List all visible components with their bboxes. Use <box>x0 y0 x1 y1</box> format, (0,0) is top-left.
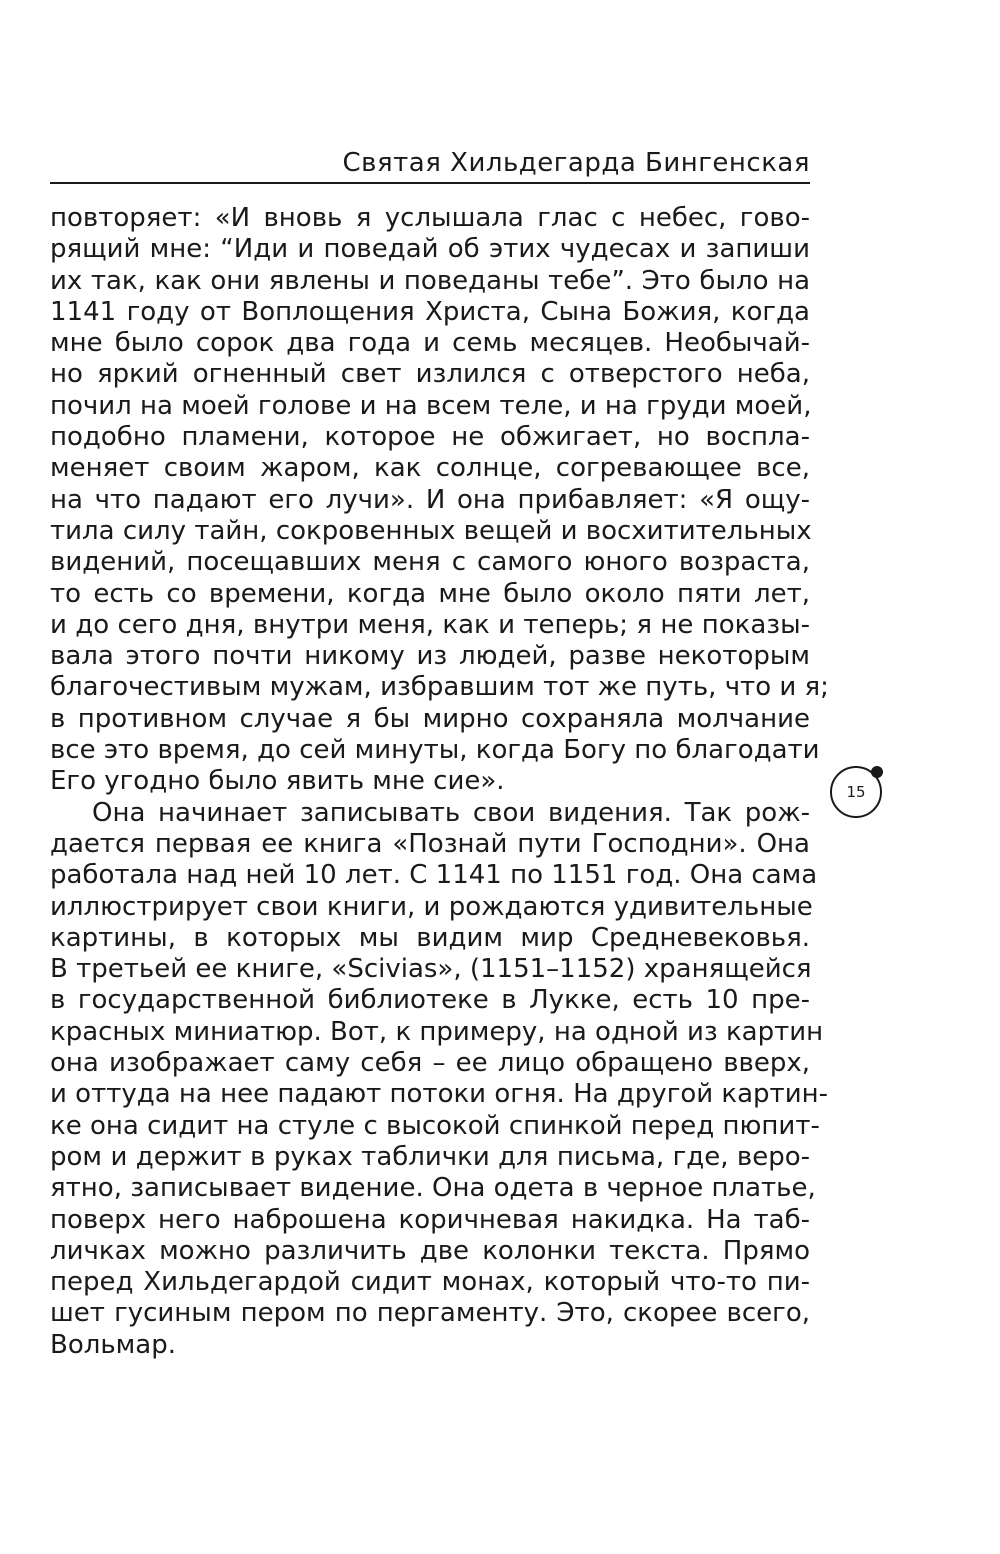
text-line: то есть со времени, когда мне было около пяти лет, <box>50 578 810 609</box>
text-line: перед Хильдегардой сидит монах, который что-то пи- <box>50 1267 810 1298</box>
text-line: ятно, записывает видение. Она одета в черное платье, <box>50 1173 816 1204</box>
text-line: ке она сидит на стуле с высокой спинкой перед пюпит- <box>50 1110 820 1141</box>
text-line: почил на моей голове и на всем теле, и на груди моей, <box>50 390 812 421</box>
text-line: благочестивым мужам, избравшим тот же путь, что и я; <box>50 672 829 703</box>
text-line: повторяет: «И вновь я услышала глас с небес, гово- <box>50 203 810 233</box>
text-line: ром и держит в руках таблички для письма, где, веро- <box>50 1141 810 1172</box>
text-line: меняет своим жаром, как солнце, согревающее все, <box>50 453 810 484</box>
text-line: но яркий огненный свет излился с отверстого неба, <box>50 359 810 390</box>
text-line: Его угодно было явить мне сие». <box>50 766 505 797</box>
page-number-badge <box>830 766 882 818</box>
text-line: красных миниатюр. Вот, к примеру, на одной из картин <box>50 1016 824 1047</box>
text-line: в противном случае я бы мирно сохраняла молчание <box>50 703 810 734</box>
folio-dot-icon <box>871 766 883 778</box>
text-line: картины, в которых мы видим мир Средневековья. <box>50 922 810 953</box>
text-line: Вольмар. <box>50 1329 177 1360</box>
paragraph <box>50 797 828 1361</box>
body-text <box>50 203 829 1361</box>
text-line: работала над ней 10 лет. С 1141 по 1151 год. Она сама <box>50 860 818 891</box>
text-line: личках можно различить две колонки текста. Прямо <box>50 1235 810 1266</box>
text-line: 1141 году от Воплощения Христа, Сына Божия, когда <box>50 296 810 327</box>
text-line: тила силу тайн, сокровенных вещей и восхитительных <box>50 515 812 546</box>
text-line: их так, как они явлены и поведаны тебе”. Это было на <box>50 265 810 296</box>
paragraph <box>50 203 829 798</box>
text-line: и до сего дня, внутри меня, как и теперь; я не показы- <box>50 609 810 640</box>
text-line: вала этого почти никому из людей, разве некоторым <box>50 641 810 672</box>
text-line: Она начинает записывать свои видения. Так рож- <box>92 797 810 828</box>
text-line: подобно пламени, которое не обжигает, но воспла- <box>50 422 810 453</box>
page-number: 15 <box>846 783 866 801</box>
text-line: шет гусиным пером по пергаменту. Это, скорее всего, <box>50 1298 810 1329</box>
text-line: иллюстрирует свои книги, и рождаются удивительные <box>50 891 813 922</box>
text-line: мне было сорок два года и семь месяцев. Необычай- <box>50 328 810 359</box>
text-line: поверх него наброшена коричневая накидка. На таб- <box>50 1204 810 1235</box>
text-line: и оттуда на нее падают потоки огня. На другой картин- <box>50 1079 828 1110</box>
text-line: рящий мне: “Иди и поведай об этих чудесах и запиши <box>50 234 810 265</box>
text-line: в государственной библиотеке в Лукке, есть 10 пре- <box>50 985 810 1016</box>
text-line: она изображает саму себя – ее лицо обращено вверх, <box>50 1048 810 1079</box>
text-line: В третьей ее книге, «Scivias», (1151–1152) хранящейся <box>50 954 812 985</box>
header-rule <box>50 182 810 184</box>
text-line: дается первая ее книга «Познай пути Господни». Она <box>50 828 810 859</box>
text-line: видений, посещавших меня с самого юного возраста, <box>50 547 810 578</box>
text-line: все это время, до сей минуты, когда Богу по благодати <box>50 735 820 766</box>
text-line: на что падают его лучи». И она прибавляет: «Я ощу- <box>50 484 810 515</box>
running-head-title: Святая Хильдегарда Бингенская <box>342 148 810 178</box>
